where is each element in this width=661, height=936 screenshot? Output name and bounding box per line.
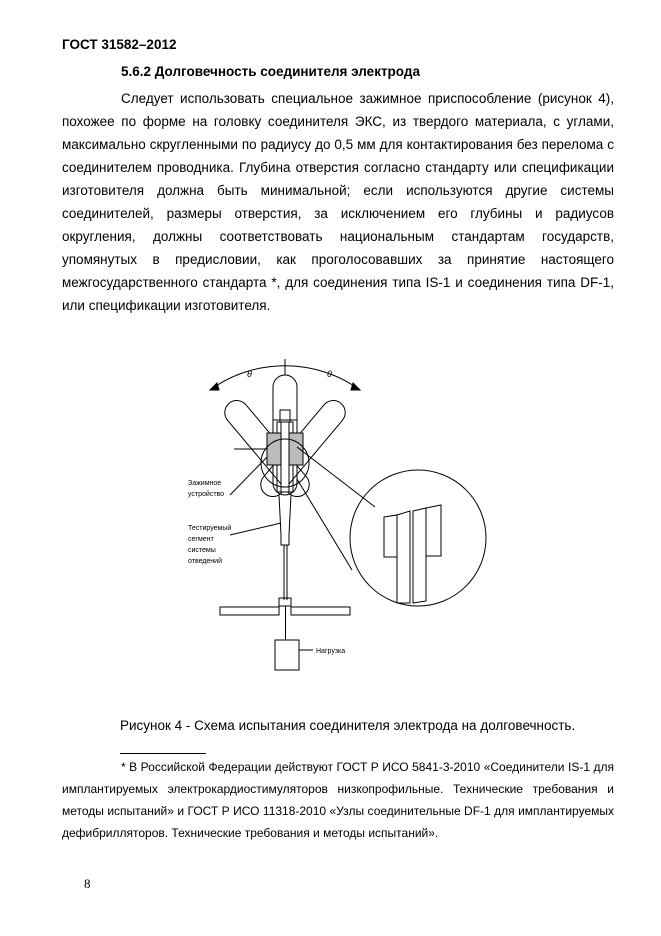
figure-4	[170, 345, 510, 675]
lead-body	[279, 495, 291, 545]
theta-right-label: θ	[327, 369, 332, 379]
document-header: ГОСТ 31582–2012	[62, 37, 177, 52]
load-label: Нагрузка	[316, 648, 346, 655]
test-scheme-diagram	[170, 345, 510, 675]
segment-label-line3: системы	[188, 547, 216, 554]
footnote: * В Российской Федерации действуют ГОСТ Р ИСО 5841-3-2010 «Соединители IS-1 для имплантируемых электрокардиостимуляторов низкопрофильные. Технические требования и методы испытаний» и ГОСТ Р ИСО 11318-2010 «Узлы соединительные DF-1 для имплантируемых дефибрилляторов. Технические требования и методы испытаний».	[62, 760, 614, 840]
support-plate-left	[220, 607, 279, 615]
detail-part-b	[397, 511, 410, 603]
detail-part-c	[413, 508, 426, 603]
segment-label-line2: сегмент	[188, 536, 214, 543]
arc-arrow-right	[351, 383, 360, 390]
detail-part-a	[384, 515, 397, 557]
detail-circle-large	[350, 470, 486, 606]
section-title: 5.6.2 Долговечность соединителя электрода	[121, 64, 420, 79]
page-number: 8	[84, 876, 91, 891]
support-plate-right	[291, 607, 350, 615]
footnote-separator	[120, 753, 206, 754]
segment-label-line4: отведений	[188, 558, 222, 565]
detail-part-d	[426, 505, 441, 556]
clamp-label-line2: устройство	[188, 491, 225, 498]
clamp-label-line1: Зажимное	[188, 480, 222, 487]
figure-caption: Рисунок 4 - Схема испытания соединителя электрода на долговечность.	[120, 718, 576, 733]
load-weight	[275, 640, 299, 670]
theta-left-label: θ	[247, 369, 252, 379]
lead-holder	[279, 598, 291, 606]
body-paragraph: Следует использовать специальное зажимное приспособление (рисунок 4), похожее по форме на головку соединителя ЭКС, из твердого материала, с углами, максимально скругленными по радиусу до 0,5 мм для контактирования без перелома с соединителем проводника. Глубина отверстия согласно стандарту или спецификации изготовителя должна быть минимальной; если используются другие системы соединителей, размеры отверстия, за исключением его глубины и радиусов округления, должны соответствовать национальным стандартам государств, упомянутых в предисловии, как проголосовавших за принятие настоящего межгосударственного стандарта *, для соединения типа IS-1 и соединения типа DF-1, или спецификации изготовителя.	[62, 91, 614, 313]
arc-arrow-left	[210, 383, 219, 390]
segment-label-line1: Тестируемый	[188, 525, 232, 532]
